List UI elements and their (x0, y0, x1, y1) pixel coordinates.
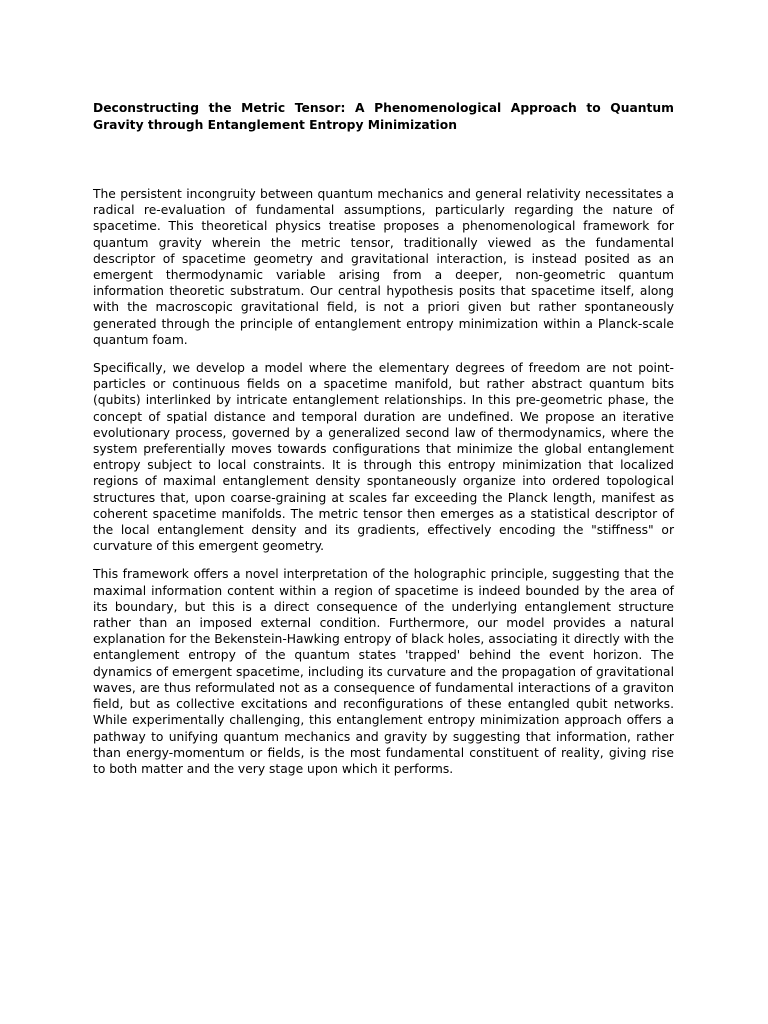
document-page (93, 100, 674, 789)
paragraph-1: The persistent incongruity between quantum mechanics and general relativity necessitates a radical re-evaluation of fundamental assumptions, particularly regarding the nature of spacetime. This theoretical physics treatise proposes a phenomenological framework for quantum gravity wherein the metric tensor, traditionally viewed as the fundamental descriptor of spacetime geometry and gravitational interaction, is instead posited as an emergent thermodynamic variable arising from a deeper, non-geometric quantum information theoretic substratum. Our central hypothesis posits that spacetime itself, along with the macroscopic gravitational field, is not a priori given but rather spontaneously generated through the principle of entanglement entropy minimization within a Planck-scale quantum foam. (93, 187, 674, 347)
paragraph-3: This framework offers a novel interpretation of the holographic principle, suggesting that the maximal information content within a region of spacetime is indeed bounded by the area of its boundary, but this is a direct consequence of the underlying entanglement structure rather than an imposed external condition. Furthermore, our model provides a natural explanation for the Bekenstein-Hawking entropy of black holes, associating it directly with the entanglement entropy of the quantum states 'trapped' behind the event horizon. The dynamics of emergent spacetime, including its curvature and the propagation of gravitational waves, are thus reformulated not as a consequence of fundamental interactions of a graviton field, but as collective excitations and reconfigurations of these entangled qubit networks. While experimentally challenging, this entanglement entropy minimization approach offers a pathway to unifying quantum mechanics and gravity by suggesting that information, rather than energy-momentum or fields, is the most fundamental constituent of reality, giving rise to both matter and the very stage upon which it performs. (93, 567, 674, 776)
paragraph-2: Specifically, we develop a model where the elementary degrees of freedom are not point-particles or continuous fields on a spacetime manifold, but rather abstract quantum bits (qubits) interlinked by intricate entanglement relationships. In this pre-geometric phase, the concept of spatial distance and temporal duration are undefined. We propose an iterative evolutionary process, governed by a generalized second law of thermodynamics, where the system preferentially moves towards configurations that minimize the global entanglement entropy subject to local constraints. It is through this entropy minimization that localized regions of maximal entanglement density spontaneously organize into ordered topological structures that, upon coarse-graining at scales far exceeding the Planck length, manifest as coherent spacetime manifolds. The metric tensor then emerges as a statistical descriptor of the local entanglement density and its gradients, effectively encoding the "stiffness" or curvature of this emergent geometry. (93, 361, 674, 554)
document-title: Deconstructing the Metric Tensor: A Phenomenological Approach to Quantum Gravity through Entanglement Entropy Minimization (93, 101, 674, 132)
